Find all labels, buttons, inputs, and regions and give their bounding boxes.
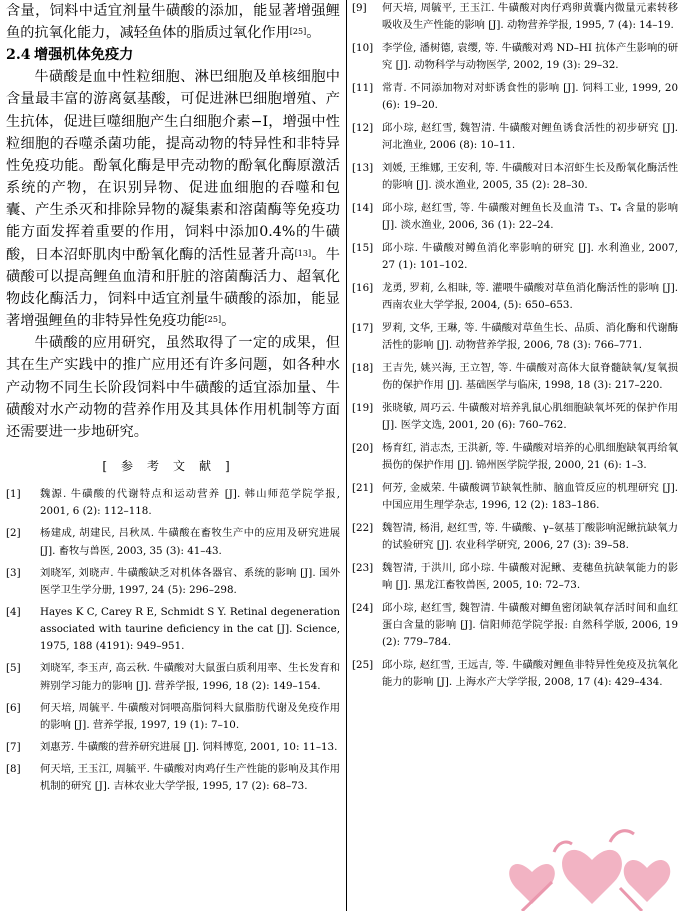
reference-text: 魏智清, 杨涓, 赵红雪, 等. 牛磺酸、γ–氨基丁酸影响泥鳅抗缺氧力的试验研究 [J]. 农业科学研究, 2006, 27 (3): 39–58.	[382, 521, 678, 552]
reference-text: 何天培, 王玉江, 周毓平. 牛磺酸对肉鸡仔生产性能的影响及其作用机制的研究 [J]. 吉林农业大学学报, 1995, 17 (2): 68–73.	[40, 762, 340, 793]
reference-item	[352, 0, 678, 35]
reference-text: Hayes K C, Carey R E, Schmidt S Y. Retinal degeneration associated with taurine deficiency in the cat [J]. Science, 1975, 188 (4191): 949–951.	[40, 605, 340, 653]
references-heading: [参考文献]	[102, 458, 244, 473]
reference-text: 何天培, 周毓平. 牛磺酸对饲喂高脂饲料大鼠脂肪代谢及免疫作用的影响 [J]. 营养学报, 1997, 19 (1): 7–10.	[40, 701, 340, 731]
reference-item	[6, 565, 340, 600]
reference-number: [12]	[352, 121, 374, 134]
reference-number: [24]	[352, 601, 374, 614]
reference-text: 邱小琮. 牛磺酸对鳟鱼消化率影响的研究 [J]. 水利渔业, 2007, 27 (1): 101–102.	[382, 241, 678, 272]
reference-text: 邱小琮, 赵红雪, 魏智清. 牛磺酸对鲤鱼诱食活性的初步研究 [J]. 河北渔业, 2006 (8): 10–11.	[382, 121, 678, 152]
reference-number: [20]	[352, 441, 374, 454]
reference-item	[6, 604, 340, 656]
intro-paragraph	[6, 0, 340, 44]
paragraph-text: 牛磺酸是血中性粒细胞、淋巴细胞及单核细胞中含量最丰富的游离氨基酸，可促进淋巴细胞增殖、产生抗体，促进巨噬细胞产生白细胞介素−I，增强中性粒细胞的吞噬杀菌功能，提高动物的特异性和非特异性免疫功能。酚氧化酶是甲壳动物的酚氧化酶原激活系统的产物，在识别异物、促进血细胞的吞噬和包囊、产生杀灭和排除异物的凝集素和溶菌酶等免疫功能方面发挥着重要的作用，饲料中添加0.4%的牛磺酸，日本沼虾肌肉中酚氧化酶的活性显著升高	[6, 69, 340, 263]
reference-item	[6, 700, 340, 735]
reference-item	[6, 486, 340, 521]
reference-text: 刘晓军, 刘晓声. 牛磺酸缺乏对机体各器官、系统的影响 [J]. 国外医学卫生学分册, 1997, 24 (5): 296–298.	[40, 566, 340, 596]
reference-number: [14]	[352, 201, 374, 214]
section-title: 增强机体免疫力	[34, 47, 134, 64]
reference-text: 常青. 不同添加物对对虾诱食性的影响 [J]. 饲料工业, 1999, 20 (6): 19–20.	[382, 81, 678, 112]
reference-number: [4]	[6, 605, 21, 618]
reference-text: 魏源. 牛磺酸的代谢特点和运动营养 [J]. 韩山师范学院学报, 2001, 6 (2): 112–118.	[40, 487, 340, 518]
reference-number: [10]	[352, 41, 374, 54]
reference-item	[352, 200, 678, 235]
reference-item	[6, 761, 340, 796]
reference-item	[352, 520, 678, 555]
citation-25: [25]	[289, 27, 307, 37]
reference-item	[352, 480, 678, 515]
reference-item	[352, 657, 678, 692]
reference-number: [1]	[6, 487, 21, 500]
reference-text: 杨建成, 胡建民, 吕秋凤. 牛磺酸在畜牧生产中的应用及研究进展 [J]. 畜牧与兽医, 2003, 35 (3): 41–43.	[40, 527, 340, 557]
reference-number: [23]	[352, 561, 374, 574]
reference-text: 邱小琮, 赵红雪, 等. 牛磺酸对鲤鱼长及血清 T₃、T₄ 含量的影响 [J]. 淡水渔业, 2006, 36 (1): 22–24.	[382, 201, 678, 232]
intro-end: 。	[306, 25, 321, 42]
reference-item	[352, 320, 678, 355]
reference-text: 魏智清, 于洪川, 邱小琮. 牛磺酸对泥鳅、麦穗鱼抗缺氧能力的影响 [J]. 黑龙江畜牧兽医, 2005, 10: 72–73.	[382, 561, 678, 592]
section-number: 2.4	[6, 47, 31, 64]
section-heading	[6, 44, 340, 66]
reference-text: 刘媛, 王维娜, 王安利, 等. 牛磺酸对日本沼虾生长及酚氧化酶活性的影响 [J]. 淡水渔业, 2005, 35 (2): 28–30.	[382, 161, 678, 192]
heart-decoration-icon	[492, 812, 682, 911]
reference-number: [8]	[6, 762, 21, 775]
reference-number: [2]	[6, 527, 21, 540]
reference-text: 邱小琮, 赵红雪, 魏智清. 牛磺酸对鲫鱼密闭缺氧存活时间和血红蛋白含量的影响 [J]. 信阳师范学院学报: 自然科学版, 2006, 19 (2): 779–784.	[382, 601, 678, 649]
reference-item	[6, 739, 340, 756]
reference-number: [5]	[6, 662, 21, 675]
reference-text: 龙勇, 罗莉, 么相昧, 等. 灌喂牛磺酸对草鱼消化酶活性的影响 [J]. 西南农业大学学报, 2004, (5): 650–653.	[382, 281, 678, 312]
paragraph-conclusion: 牛磺酸的应用研究，虽然取得了一定的成果，但其在生产实践中的推广应用还有许多问题，如各种水产动物不同生长阶段饲料中牛磺酸的适宜添加量、牛磺酸对水产动物的营养作用及其具体作用机制等方面还需要进一步地研究。	[6, 335, 340, 440]
reference-item	[352, 360, 678, 395]
reference-text: 何天培, 周毓平, 王玉江. 牛磺酸对肉仔鸡卵黄囊内微量元素转移吸收及生产性能的影响 [J]. 动物营养学报, 1995, 7 (4): 14–19.	[382, 2, 678, 32]
heart-icon	[624, 860, 671, 902]
reference-item	[352, 280, 678, 315]
citation-25: [25]	[204, 315, 222, 325]
reference-text: 何芳, 金威荣. 牛磺酸调节缺氧性肺、脑血管反应的机理研究 [J]. 中国应用生理学杂志, 1996, 12 (2): 183–186.	[382, 481, 678, 512]
reference-number: [21]	[352, 481, 374, 494]
reference-text: 刘晓军, 李玉声, 高云秋. 牛磺酸对大鼠蛋白质利用率、生长发育和辨别学习能力的影响 [J]. 营养学报, 1996, 18 (2): 149–154.	[40, 662, 340, 692]
swirl-icon	[554, 842, 572, 852]
reference-number: [19]	[352, 401, 374, 414]
reference-number: [25]	[352, 659, 374, 672]
reference-item	[6, 525, 340, 560]
left-column	[6, 0, 340, 800]
reference-list-left	[6, 486, 340, 796]
paragraph-text: 。牛磺酸可以提高鲤鱼血清和肝脏的溶菌酶活力、超氧化物歧化酶活力，饲料中适宜剂量牛磺酸的添加，能显著增强鲤鱼的非特异性免疫功能	[6, 246, 340, 330]
reference-text: 王吉先, 姚兴海, 王立智, 等. 牛磺酸对高体大鼠脊髓缺氧/复氧损伤的保护作用 [J]. 基础医学与临床, 1998, 18 (3): 217–220.	[382, 361, 678, 392]
paragraph-text: 。	[221, 313, 236, 330]
column-divider	[346, 0, 347, 911]
reference-text: 罗莉, 文华, 王琳, 等. 牛磺酸对草鱼生长、品质、消化酶和代谢酶活性的影响 [J]. 动物营养学报, 2006, 78 (3): 766–771.	[382, 321, 678, 352]
reference-item	[352, 80, 678, 115]
reference-item	[352, 160, 678, 195]
reference-text: 邱小琮, 赵红雪, 王远吉, 等. 牛磺酸对鲤鱼非特异性免疫及抗氧化能力的影响 [J]. 上海水产大学学报, 2008, 17 (4): 429–434.	[382, 659, 678, 689]
reference-item	[352, 600, 678, 652]
reference-item	[352, 560, 678, 595]
reference-item	[352, 400, 678, 435]
reference-number: [11]	[352, 81, 374, 94]
reference-item	[352, 440, 678, 475]
reference-item	[352, 240, 678, 275]
reference-item	[6, 660, 340, 695]
citation-13: [13]	[294, 248, 312, 258]
reference-number: [6]	[6, 701, 21, 714]
reference-list-right	[352, 0, 678, 692]
reference-number: [17]	[352, 321, 374, 334]
reference-text: 杨育红, 消志杰, 王洪新, 等. 牛磺酸对培养的心肌细胞缺氧再给氧损伤的保护作用 [J]. 锦州医学院学报, 2000, 21 (6): 1–3.	[382, 441, 678, 472]
reference-number: [13]	[352, 161, 374, 174]
reference-number: [22]	[352, 521, 374, 534]
reference-text: 刘惠芳. 牛磺酸的营养研究进展 [J]. 饲料博览, 2001, 10: 11–13.	[40, 740, 338, 753]
reference-number: [7]	[6, 740, 21, 753]
paragraph-immunity	[6, 66, 340, 332]
intro-text: 含量，饲料中适宜剂量牛磺酸的添加，能显著增强鲤鱼的抗氧化能力，减轻鱼体的脂质过氧化作用	[6, 3, 340, 42]
right-column	[352, 0, 678, 697]
reference-item	[352, 120, 678, 155]
reference-item	[352, 40, 678, 75]
reference-number: [9]	[352, 2, 367, 14]
reference-number: [15]	[352, 241, 374, 254]
reference-number: [18]	[352, 361, 374, 374]
reference-text: 李学俭, 潘树德, 袁缨, 等. 牛磺酸对鸡 ND–HI 抗体产生影响的研究 [J]. 动物科学与动物医学, 2002, 19 (3): 29–32.	[382, 41, 678, 72]
body-paragraphs	[6, 66, 340, 443]
reference-text: 张晓敏, 周巧云. 牛磺酸对培养乳鼠心肌细胞缺氧坏死的保护作用 [J]. 医学文选, 2001, 20 (6): 760–762.	[382, 401, 678, 432]
heart-icon	[562, 850, 622, 904]
reference-number: [3]	[6, 566, 21, 579]
reference-number: [16]	[352, 281, 374, 294]
swirl-icon	[610, 831, 634, 842]
